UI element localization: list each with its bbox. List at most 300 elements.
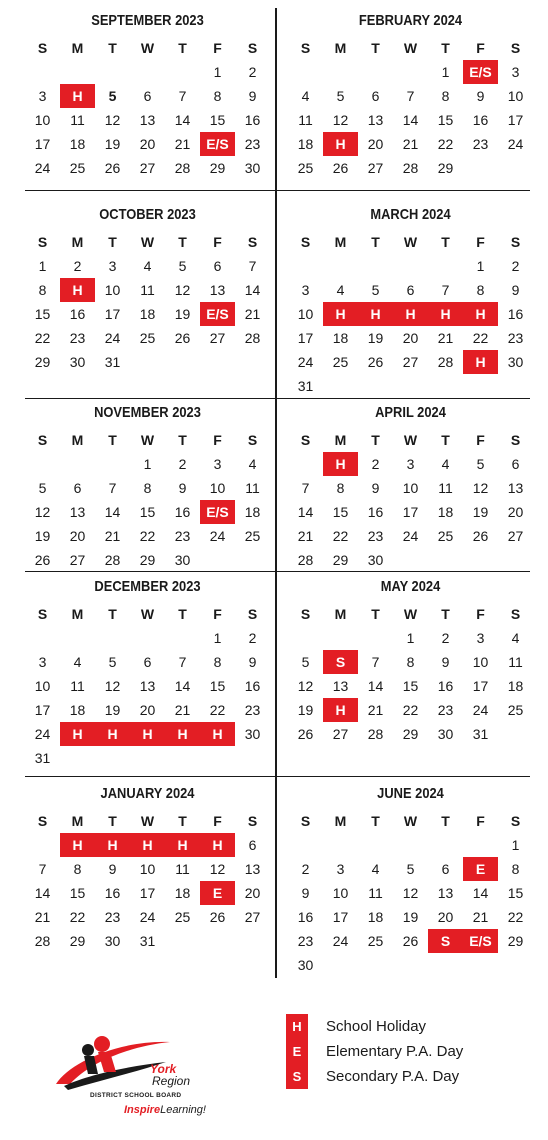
day-cell: 3 xyxy=(406,456,415,472)
day-cell: 11 xyxy=(508,654,523,670)
day-cell: 30 xyxy=(69,354,86,370)
weekday-header: S xyxy=(510,813,521,829)
month-title: JANUARY 2024 xyxy=(100,785,195,802)
day-cell: 7 xyxy=(248,258,257,274)
day-cell: 12 xyxy=(332,112,349,128)
day-cell: 29 xyxy=(139,552,156,568)
day-cell: 15 xyxy=(34,306,51,322)
day-cell: 19 xyxy=(472,504,489,520)
day-cell: 26 xyxy=(402,933,419,949)
day-cell: 8 xyxy=(213,654,222,670)
day-cell: 11 xyxy=(70,678,85,694)
marked-day: E/S xyxy=(200,132,235,156)
day-cell: 24 xyxy=(472,702,489,718)
day-cell: 1 xyxy=(213,630,222,646)
day-cell: 18 xyxy=(174,885,191,901)
day-cell: 17 xyxy=(332,909,349,925)
day-cell: 11 xyxy=(175,861,190,877)
day-cell: 15 xyxy=(507,885,524,901)
day-cell: 1 xyxy=(511,837,520,853)
day-cell: 15 xyxy=(139,504,156,520)
day-cell: 9 xyxy=(476,88,485,104)
weekday-header: F xyxy=(213,234,222,250)
legend-item-secondary-pa xyxy=(286,1064,463,1089)
day-cell: 4 xyxy=(143,258,152,274)
day-cell: 10 xyxy=(297,306,314,322)
row-divider xyxy=(277,398,530,399)
day-cell: 28 xyxy=(367,726,384,742)
day-cell: 14 xyxy=(34,885,51,901)
day-cell: 1 xyxy=(476,258,485,274)
legend-label: Elementary P.A. Day xyxy=(326,1043,464,1060)
day-cell: 26 xyxy=(297,726,314,742)
day-cell: 16 xyxy=(174,504,191,520)
day-cell: 26 xyxy=(332,160,349,176)
day-cell: 5 xyxy=(476,456,485,472)
day-cell: 1 xyxy=(143,456,152,472)
day-cell: 28 xyxy=(174,160,191,176)
marked-day: H xyxy=(463,302,498,326)
day-cell: 20 xyxy=(507,504,524,520)
weekday-header: M xyxy=(71,606,84,622)
legend-badge: E xyxy=(286,1039,308,1064)
day-cell: 25 xyxy=(174,909,191,925)
day-cell: 21 xyxy=(402,136,419,152)
day-cell: 18 xyxy=(507,678,524,694)
day-cell: 28 xyxy=(402,160,419,176)
month-title: NOVEMBER 2023 xyxy=(94,404,201,421)
day-cell: 4 xyxy=(511,630,520,646)
day-cell: 28 xyxy=(244,330,261,346)
marked-day: H xyxy=(60,833,95,857)
day-cell: 23 xyxy=(104,909,121,925)
weekday-header: S xyxy=(37,234,48,250)
day-cell: 21 xyxy=(297,528,314,544)
day-cell: 17 xyxy=(104,306,121,322)
day-cell: 10 xyxy=(34,112,51,128)
weekday-header: W xyxy=(403,606,418,622)
day-cell: 15 xyxy=(209,678,226,694)
day-cell: 17 xyxy=(472,678,489,694)
month-grid xyxy=(288,230,533,398)
weekday-header: S xyxy=(300,813,311,829)
month-title: DECEMBER 2023 xyxy=(94,578,201,595)
day-cell: 16 xyxy=(244,678,261,694)
day-cell: 30 xyxy=(244,160,261,176)
day-cell: 29 xyxy=(332,552,349,568)
day-cell: 18 xyxy=(69,702,86,718)
weekday-header: T xyxy=(108,606,117,622)
day-cell: 4 xyxy=(301,88,310,104)
month-grid xyxy=(25,230,270,374)
weekday-header: T xyxy=(371,813,380,829)
day-cell: 4 xyxy=(336,282,345,298)
day-cell: 22 xyxy=(472,330,489,346)
day-cell: 18 xyxy=(139,306,156,322)
marked-day: H xyxy=(323,698,358,722)
weekday-header: W xyxy=(140,606,155,622)
day-cell: 14 xyxy=(367,678,384,694)
day-cell: 2 xyxy=(73,258,82,274)
day-cell: 26 xyxy=(174,330,191,346)
day-cell: 7 xyxy=(38,861,47,877)
month-title: MAY 2024 xyxy=(380,578,441,595)
weekday-header: S xyxy=(37,813,48,829)
marked-day: H xyxy=(393,302,428,326)
day-cell: 19 xyxy=(297,702,314,718)
weekday-header: W xyxy=(140,40,155,56)
month-title: FEBRUARY 2024 xyxy=(358,12,463,29)
day-cell: 15 xyxy=(437,112,454,128)
month-grid xyxy=(288,602,533,746)
day-cell: 9 xyxy=(371,480,380,496)
month-grid xyxy=(25,36,270,180)
day-cell: 5 xyxy=(178,258,187,274)
day-cell: 14 xyxy=(244,282,261,298)
day-cell: 21 xyxy=(34,909,51,925)
day-cell: 5 xyxy=(108,88,117,104)
weekday-header: F xyxy=(213,40,222,56)
day-cell: 26 xyxy=(104,160,121,176)
month-grid xyxy=(288,428,533,572)
day-cell: 4 xyxy=(73,654,82,670)
day-cell: 11 xyxy=(70,112,85,128)
day-cell: 14 xyxy=(402,112,419,128)
row-divider xyxy=(25,776,275,777)
day-cell: 1 xyxy=(406,630,415,646)
day-cell: 16 xyxy=(367,504,384,520)
day-cell: 20 xyxy=(437,909,454,925)
day-cell: 30 xyxy=(297,957,314,973)
day-cell: 11 xyxy=(140,282,155,298)
day-cell: 25 xyxy=(139,330,156,346)
marked-day: H xyxy=(165,722,200,746)
weekday-header: T xyxy=(371,606,380,622)
weekday-header: M xyxy=(334,40,347,56)
day-cell: 3 xyxy=(108,258,117,274)
day-cell: 16 xyxy=(244,112,261,128)
day-cell: 14 xyxy=(104,504,121,520)
logo-tagline xyxy=(124,1104,206,1116)
day-cell: 17 xyxy=(507,112,524,128)
legend-item-holiday xyxy=(286,1014,463,1039)
day-cell: 24 xyxy=(34,160,51,176)
weekday-header: T xyxy=(108,40,117,56)
day-cell: 8 xyxy=(441,88,450,104)
column-divider xyxy=(275,8,277,978)
day-cell: 10 xyxy=(472,654,489,670)
day-cell: 20 xyxy=(244,885,261,901)
day-cell: 11 xyxy=(245,480,260,496)
month-title: JUNE 2024 xyxy=(377,785,444,802)
day-cell: 26 xyxy=(472,528,489,544)
day-cell: 27 xyxy=(139,160,156,176)
day-cell: 22 xyxy=(402,702,419,718)
marked-day: H xyxy=(200,722,235,746)
marked-day: H xyxy=(95,722,130,746)
day-cell: 7 xyxy=(178,654,187,670)
tagline-inspire: Inspire xyxy=(124,1104,161,1116)
day-cell: 29 xyxy=(507,933,524,949)
day-cell: 2 xyxy=(371,456,380,472)
day-cell: 4 xyxy=(248,456,257,472)
day-cell: 9 xyxy=(248,88,257,104)
day-cell: 10 xyxy=(209,480,226,496)
day-cell: 3 xyxy=(511,64,520,80)
weekday-header: T xyxy=(441,606,450,622)
day-cell: 2 xyxy=(248,64,257,80)
day-cell: 27 xyxy=(332,726,349,742)
day-cell: 13 xyxy=(139,678,156,694)
day-cell: 19 xyxy=(104,136,121,152)
day-cell: 29 xyxy=(402,726,419,742)
day-cell: 12 xyxy=(174,282,191,298)
row-divider xyxy=(25,190,275,191)
marked-day: H xyxy=(358,302,393,326)
weekday-header: S xyxy=(510,234,521,250)
day-cell: 21 xyxy=(174,136,191,152)
weekday-header: S xyxy=(300,432,311,448)
day-cell: 6 xyxy=(73,480,82,496)
marked-day: H xyxy=(130,833,165,857)
day-cell: 26 xyxy=(367,354,384,370)
weekday-header: T xyxy=(178,813,187,829)
weekday-header: T xyxy=(441,40,450,56)
weekday-header: M xyxy=(334,234,347,250)
day-cell: 19 xyxy=(34,528,51,544)
day-cell: 16 xyxy=(507,306,524,322)
day-cell: 23 xyxy=(297,933,314,949)
day-cell: 17 xyxy=(34,136,51,152)
day-cell: 29 xyxy=(69,933,86,949)
weekday-header: S xyxy=(247,234,258,250)
day-cell: 20 xyxy=(139,702,156,718)
day-cell: 12 xyxy=(209,861,226,877)
month-grid xyxy=(25,809,270,953)
day-cell: 5 xyxy=(108,654,117,670)
day-cell: 22 xyxy=(332,528,349,544)
weekday-header: S xyxy=(247,606,258,622)
day-cell: 13 xyxy=(244,861,261,877)
day-cell: 6 xyxy=(406,282,415,298)
day-cell: 24 xyxy=(139,909,156,925)
day-cell: 1 xyxy=(441,64,450,80)
day-cell: 21 xyxy=(472,909,489,925)
weekday-header: F xyxy=(476,813,485,829)
day-cell: 9 xyxy=(301,885,310,901)
legend xyxy=(286,1014,463,1089)
marked-day: H xyxy=(60,278,95,302)
day-cell: 3 xyxy=(336,861,345,877)
day-cell: 9 xyxy=(108,861,117,877)
day-cell: 12 xyxy=(104,112,121,128)
legend-label: Secondary P.A. Day xyxy=(326,1068,460,1085)
marked-day: E xyxy=(200,881,235,905)
day-cell: 22 xyxy=(437,136,454,152)
day-cell: 7 xyxy=(371,654,380,670)
day-cell: 12 xyxy=(297,678,314,694)
day-cell: 3 xyxy=(476,630,485,646)
month-grid xyxy=(288,809,533,977)
weekday-header: M xyxy=(71,234,84,250)
marked-day: H xyxy=(463,350,498,374)
weekday-header: S xyxy=(247,813,258,829)
weekday-header: M xyxy=(71,40,84,56)
day-cell: 8 xyxy=(336,480,345,496)
day-cell: 6 xyxy=(213,258,222,274)
weekday-header: T xyxy=(108,813,117,829)
tagline-learning: Learning! xyxy=(160,1104,206,1116)
day-cell: 12 xyxy=(104,678,121,694)
day-cell: 25 xyxy=(297,160,314,176)
weekday-header: W xyxy=(403,432,418,448)
day-cell: 19 xyxy=(174,306,191,322)
day-cell: 21 xyxy=(104,528,121,544)
day-cell: 27 xyxy=(69,552,86,568)
day-cell: 3 xyxy=(38,88,47,104)
day-cell: 21 xyxy=(174,702,191,718)
weekday-header: S xyxy=(510,40,521,56)
day-cell: 9 xyxy=(441,654,450,670)
day-cell: 27 xyxy=(367,160,384,176)
day-cell: 14 xyxy=(472,885,489,901)
legend-label: School Holiday xyxy=(326,1018,427,1035)
day-cell: 13 xyxy=(332,678,349,694)
weekday-header: T xyxy=(441,234,450,250)
day-cell: 2 xyxy=(441,630,450,646)
day-cell: 8 xyxy=(511,861,520,877)
weekday-header: M xyxy=(334,813,347,829)
day-cell: 24 xyxy=(332,933,349,949)
day-cell: 29 xyxy=(209,160,226,176)
day-cell: 20 xyxy=(367,136,384,152)
weekday-header: S xyxy=(510,606,521,622)
day-cell: 8 xyxy=(143,480,152,496)
day-cell: 4 xyxy=(371,861,380,877)
day-cell: 16 xyxy=(437,678,454,694)
day-cell: 24 xyxy=(297,354,314,370)
day-cell: 16 xyxy=(297,909,314,925)
weekday-header: T xyxy=(441,432,450,448)
day-cell: 23 xyxy=(507,330,524,346)
day-cell: 27 xyxy=(402,354,419,370)
weekday-header: F xyxy=(213,606,222,622)
day-cell: 23 xyxy=(174,528,191,544)
day-cell: 6 xyxy=(143,654,152,670)
day-cell: 15 xyxy=(332,504,349,520)
month-title: SEPTEMBER 2023 xyxy=(91,12,204,29)
day-cell: 31 xyxy=(297,378,314,394)
weekday-header: T xyxy=(371,234,380,250)
day-cell: 2 xyxy=(248,630,257,646)
day-cell: 23 xyxy=(437,702,454,718)
day-cell: 9 xyxy=(511,282,520,298)
day-cell: 13 xyxy=(69,504,86,520)
day-cell: 7 xyxy=(406,88,415,104)
day-cell: 3 xyxy=(301,282,310,298)
weekday-header: F xyxy=(213,813,222,829)
day-cell: 31 xyxy=(104,354,121,370)
day-cell: 13 xyxy=(367,112,384,128)
month-grid xyxy=(25,602,270,770)
marked-day: E/S xyxy=(200,302,235,326)
day-cell: 13 xyxy=(507,480,524,496)
day-cell: 30 xyxy=(507,354,524,370)
day-cell: 9 xyxy=(248,654,257,670)
day-cell: 25 xyxy=(69,160,86,176)
weekday-header: S xyxy=(300,234,311,250)
day-cell: 26 xyxy=(209,909,226,925)
day-cell: 18 xyxy=(367,909,384,925)
day-cell: 15 xyxy=(209,112,226,128)
weekday-header: W xyxy=(403,813,418,829)
day-cell: 17 xyxy=(139,885,156,901)
day-cell: 29 xyxy=(437,160,454,176)
marked-day: E/S xyxy=(200,500,235,524)
day-cell: 25 xyxy=(507,702,524,718)
day-cell: 26 xyxy=(34,552,51,568)
day-cell: 5 xyxy=(406,861,415,877)
day-cell: 18 xyxy=(437,504,454,520)
weekday-header: M xyxy=(71,813,84,829)
day-cell: 21 xyxy=(244,306,261,322)
day-cell: 12 xyxy=(402,885,419,901)
month-title: MARCH 2024 xyxy=(370,206,451,223)
day-cell: 10 xyxy=(402,480,419,496)
day-cell: 27 xyxy=(244,909,261,925)
day-cell: 6 xyxy=(511,456,520,472)
day-cell: 18 xyxy=(244,504,261,520)
day-cell: 11 xyxy=(438,480,453,496)
logo-region-text: Region xyxy=(152,1074,191,1088)
day-cell: 24 xyxy=(104,330,121,346)
day-cell: 13 xyxy=(437,885,454,901)
weekday-header: W xyxy=(403,40,418,56)
day-cell: 6 xyxy=(371,88,380,104)
weekday-header: T xyxy=(178,234,187,250)
weekday-header: W xyxy=(140,234,155,250)
day-cell: 22 xyxy=(69,909,86,925)
day-cell: 14 xyxy=(174,678,191,694)
weekday-header: W xyxy=(403,234,418,250)
day-cell: 30 xyxy=(174,552,191,568)
row-divider xyxy=(25,398,275,399)
day-cell: 24 xyxy=(507,136,524,152)
legend-badge: S xyxy=(286,1064,308,1089)
day-cell: 5 xyxy=(371,282,380,298)
marked-day: S xyxy=(323,650,358,674)
day-cell: 21 xyxy=(367,702,384,718)
day-cell: 27 xyxy=(507,528,524,544)
day-cell: 15 xyxy=(402,678,419,694)
day-cell: 17 xyxy=(34,702,51,718)
day-cell: 20 xyxy=(69,528,86,544)
day-cell: 27 xyxy=(209,330,226,346)
logo-york-text: York xyxy=(150,1062,177,1076)
day-cell: 8 xyxy=(73,861,82,877)
day-cell: 10 xyxy=(104,282,121,298)
day-cell: 29 xyxy=(34,354,51,370)
weekday-header: T xyxy=(178,40,187,56)
day-cell: 3 xyxy=(213,456,222,472)
marked-day: H xyxy=(323,302,358,326)
day-cell: 30 xyxy=(437,726,454,742)
day-cell: 7 xyxy=(178,88,187,104)
weekday-header: S xyxy=(510,432,521,448)
day-cell: 2 xyxy=(511,258,520,274)
weekday-header: W xyxy=(140,432,155,448)
marked-day: H xyxy=(95,833,130,857)
